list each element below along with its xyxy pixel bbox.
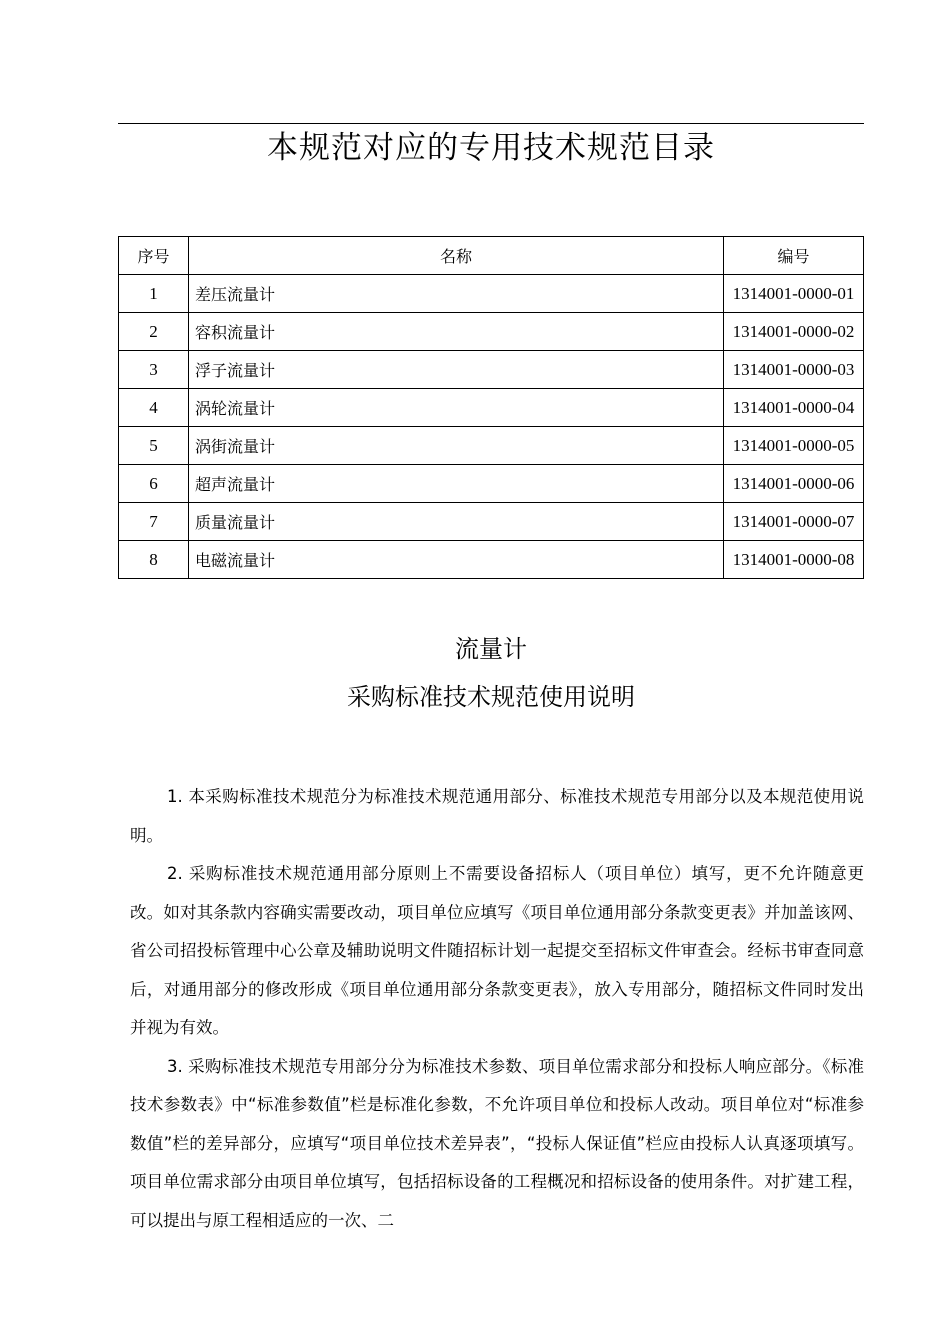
table-row <box>119 427 864 465</box>
row-name: 质量流量计 <box>189 503 724 541</box>
table-row <box>119 351 864 389</box>
table-row <box>119 313 864 351</box>
row-code: 1314001-0000-02 <box>724 313 864 351</box>
row-name: 涡街流量计 <box>189 427 724 465</box>
row-name: 差压流量计 <box>189 275 724 313</box>
row-name: 涡轮流量计 <box>189 389 724 427</box>
table-header-row <box>119 237 864 275</box>
header-seq: 序号 <box>119 237 189 275</box>
row-seq: 8 <box>119 541 189 579</box>
row-code: 1314001-0000-01 <box>724 275 864 313</box>
page-title: 本规范对应的专用技术规范目录 <box>267 130 715 166</box>
row-code: 1314001-0000-03 <box>724 351 864 389</box>
table-row <box>119 541 864 579</box>
row-seq: 2 <box>119 313 189 351</box>
row-seq: 5 <box>119 427 189 465</box>
section-title-sub: 采购标准技术规范使用说明 <box>347 683 635 711</box>
paragraph: 1. 本采购标准技术规范分为标准技术规范通用部分、标准技术规范专用部分以及本规范使用说明。 <box>130 787 864 845</box>
row-code: 1314001-0000-06 <box>724 465 864 503</box>
row-seq: 3 <box>119 351 189 389</box>
instructions-body <box>130 778 864 1240</box>
row-code: 1314001-0000-07 <box>724 503 864 541</box>
table-row <box>119 503 864 541</box>
table-row <box>119 275 864 313</box>
row-code: 1314001-0000-05 <box>724 427 864 465</box>
row-seq: 6 <box>119 465 189 503</box>
row-code: 1314001-0000-04 <box>724 389 864 427</box>
row-name: 超声流量计 <box>189 465 724 503</box>
row-name: 浮子流量计 <box>189 351 724 389</box>
row-seq: 4 <box>119 389 189 427</box>
header-name: 名称 <box>189 237 724 275</box>
header-code: 编号 <box>724 237 864 275</box>
row-name: 容积流量计 <box>189 313 724 351</box>
paragraph: 2. 采购标准技术规范通用部分原则上不需要设备招标人（项目单位）填写，更不允许随意更改。如对其条款内容确实需要改动，项目单位应填写《项目单位通用部分条款变更表》并加盖该网、省公司招投标管理中心公章及辅助说明文件随招标计划一起提交至招标文件审查会。经标书审查同意后，对通用部分的修改形成《项目单位通用部分条款变更表》，放入专用部分，随招标文件同时发出并视为有效。 <box>130 864 864 1037</box>
row-seq: 7 <box>119 503 189 541</box>
table-row <box>119 465 864 503</box>
row-seq: 1 <box>119 275 189 313</box>
row-code: 1314001-0000-08 <box>724 541 864 579</box>
table-row <box>119 389 864 427</box>
spec-catalog-table <box>118 236 864 579</box>
section-title-main: 流量计 <box>455 635 527 663</box>
header-rule <box>118 123 864 124</box>
row-name: 电磁流量计 <box>189 541 724 579</box>
paragraph: 3. 采购标准技术规范专用部分分为标准技术参数、项目单位需求部分和投标人响应部分。《标准技术参数表》中“标准参数值”栏是标准化参数，不允许项目单位和投标人改动。项目单位对“标准参数值”栏的差异部分，应填写“项目单位技术差异表”，“投标人保证值”栏应由投标人认真逐项填写。项目单位需求部分由项目单位填写，包括招标设备的工程概况和招标设备的使用条件。对扩建工程，可以提出与原工程相适应的一次、二 <box>130 1056 864 1230</box>
